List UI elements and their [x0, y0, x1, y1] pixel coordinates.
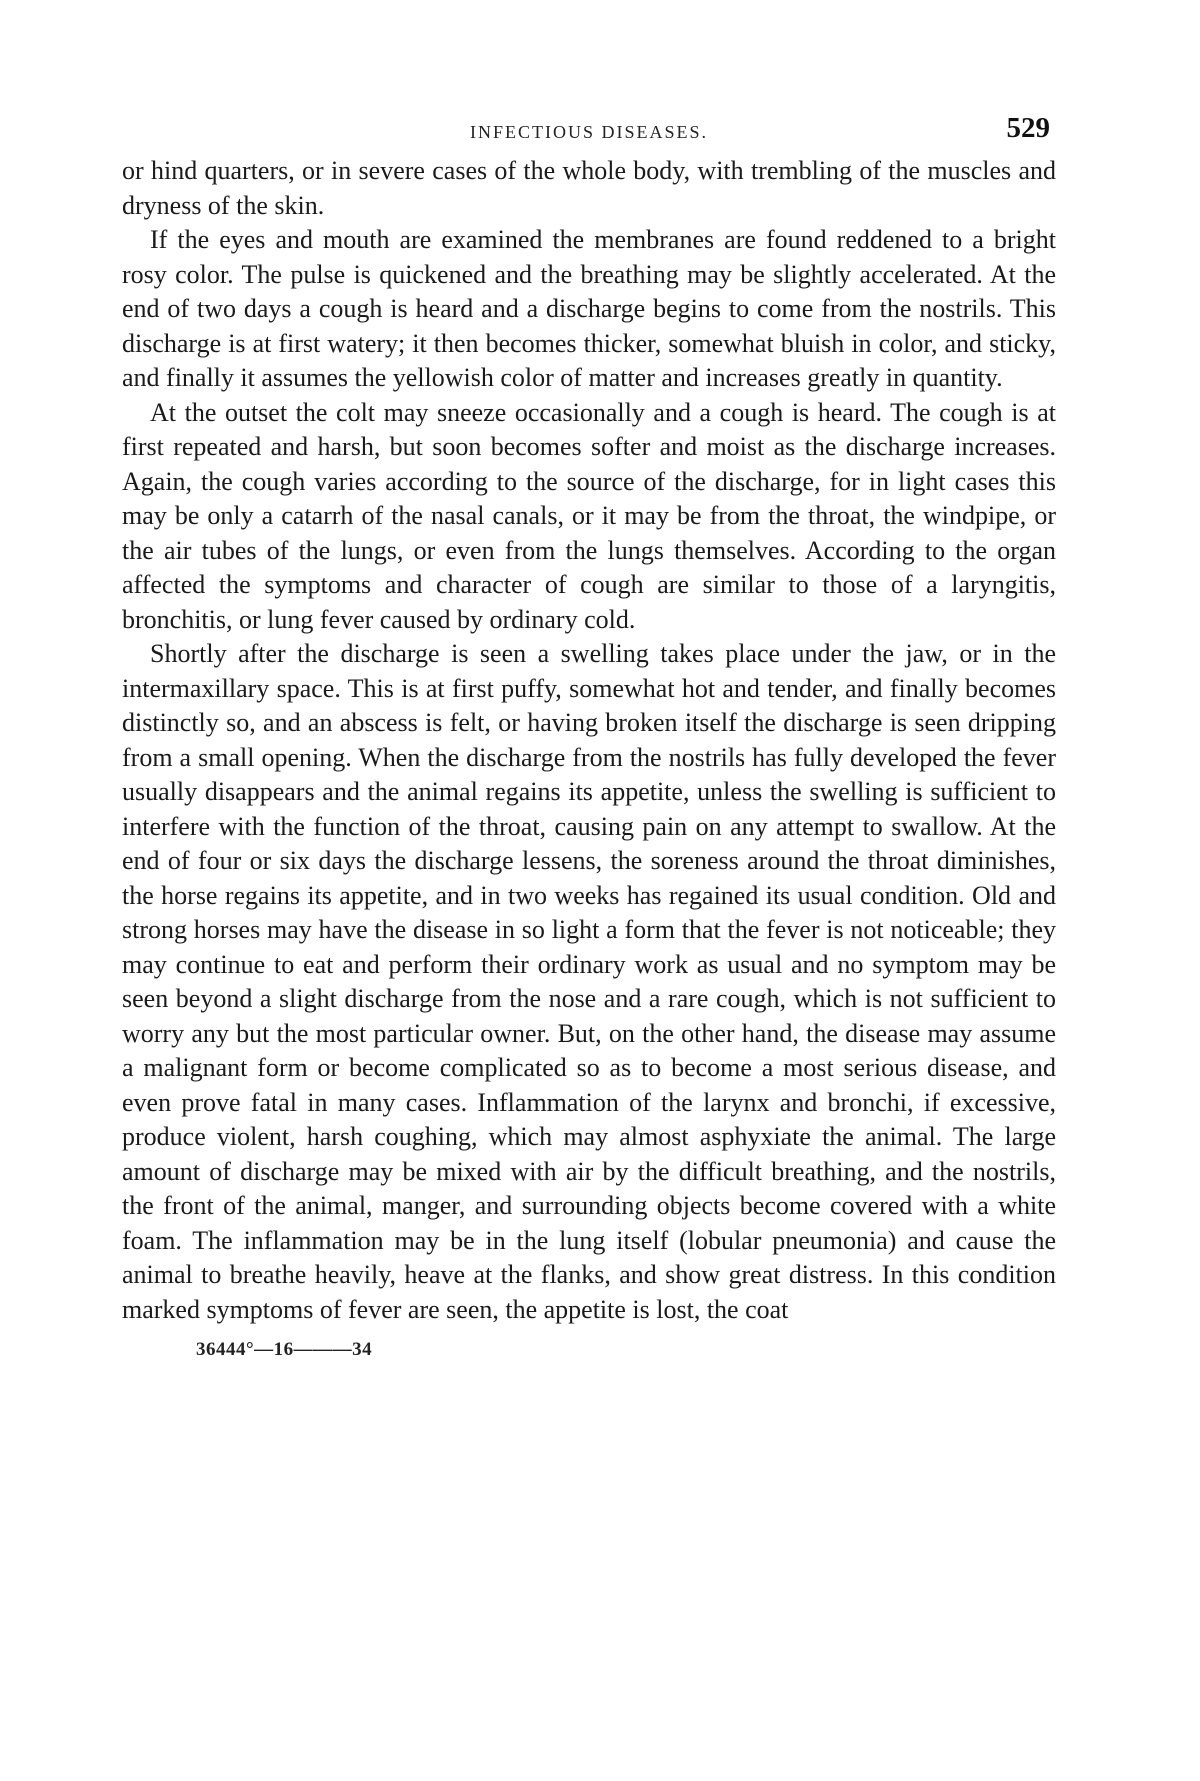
book-page: [122, 96, 1056, 1361]
paragraph-swelling: Shortly after the discharge is seen a swelling takes place under the jaw, or in the intermaxillary space. This is at first puffy, somewhat hot and tender, and finally becomes distinctly so, and an abscess is felt, or having broken itself the discharge is seen dripping from a small opening. When the discharge from the nostrils has fully developed the fever usually disappears and the animal regains its appetite, unless the swelling is sufficient to interfere with the function of the throat, causing pain on any attempt to swallow. At the end of four or six days the discharge lessens, the soreness around the throat diminishes, the horse regains its appetite, and in two weeks has regained its usual condition. Old and strong horses may have the disease in so light a form that the fever is not noticeable; they may continue to eat and perform their ordinary work as usual and no symptom may be seen beyond a slight discharge from the nose and a rare cough, which is not sufficient to worry any but the most particular owner. But, on the other hand, the disease may assume a malignant form or become complicated so as to become a most serious disease, and even prove fatal in many cases. Inflammation of the larynx and bronchi, if excessive, produce violent, harsh coughing, which may almost asphyxiate the animal. The large amount of discharge may be mixed with air by the difficult breathing, and the nostrils, the front of the animal, manger, and surrounding objects become covered with a white foam. The inflammation may be in the lung itself (lobular pneumonia) and cause the animal to breathe heavily, heave at the flanks, and show great distress. In this condition marked symptoms of fever are seen, the appetite is lost, the coat: [122, 639, 1056, 1324]
paragraph-eyes-mouth: If the eyes and mouth are examined the membranes are found reddened to a bright rosy color. The pulse is quickened and the breathing may be slightly accelerated. At the end of two days a cough is heard and a discharge begins to come from the nostrils. This discharge is at first watery; it then becomes thicker, somewhat bluish in color, and sticky, and finally it assumes the yellowish color of matter and increases greatly in quantity.: [122, 225, 1056, 392]
paragraph-cough: At the outset the colt may sneeze occasionally and a cough is heard. The cough is at first repeated and harsh, but soon becomes softer and moist as the discharge increases. Again, the cough varies according to the source of the discharge, for in light cases this may be only a catarrh of the nasal canals, or it may be from the throat, the windpipe, or the air tubes of the lungs, or even from the lungs themselves. According to the organ affected the symptoms and character of cough are similar to those of a laryngitis, bronchitis, or lung fever caused by ordinary cold.: [122, 397, 1056, 634]
body-text: [122, 154, 1056, 1327]
running-head: [122, 96, 1056, 144]
page-number: 529: [1006, 112, 1050, 144]
paragraph-continued: or hind quarters, or in severe cases of the whole body, with trembling of the muscles and dryness of the skin.: [122, 156, 1056, 220]
printer-signature-mark: 36444°—16———34: [196, 1339, 373, 1360]
running-head-title: INFECTIOUS DISEASES.: [469, 122, 709, 142]
